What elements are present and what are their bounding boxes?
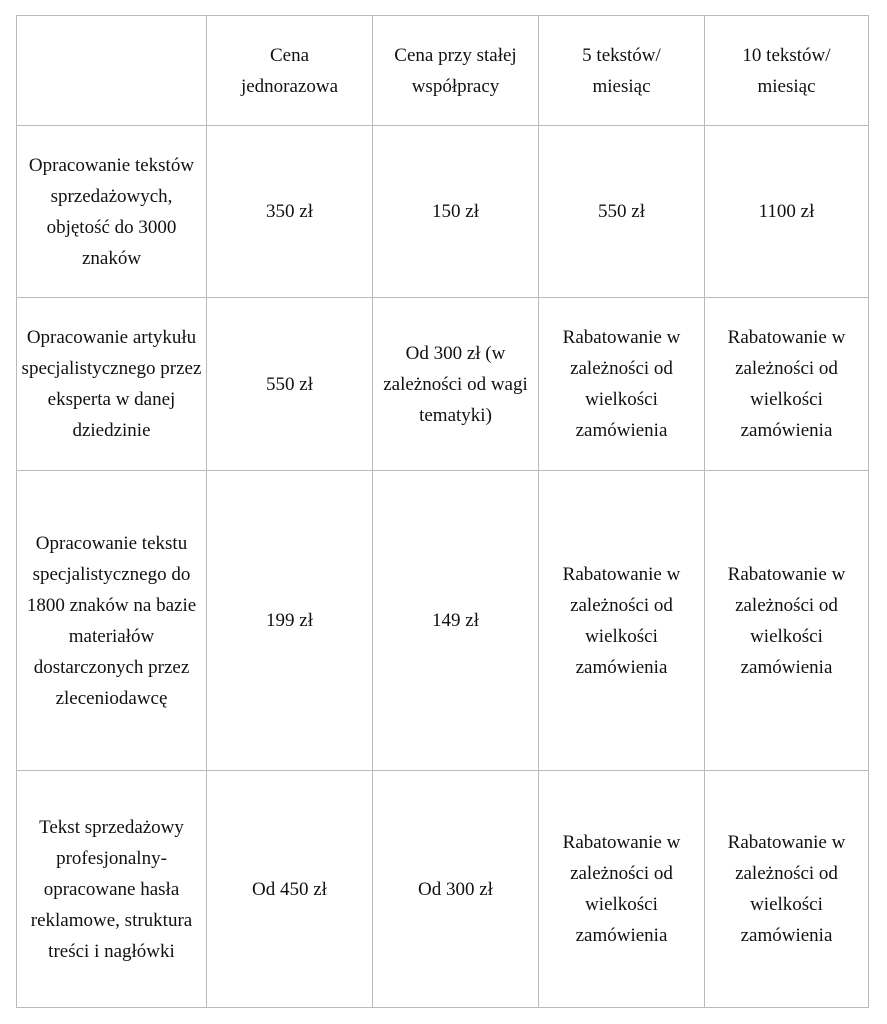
one-time-price-cell: Od 450 zł — [207, 771, 373, 1008]
one-time-price-cell: 199 zł — [207, 471, 373, 771]
header-permanent-cooperation-price: Cena przy stałej współpracy — [373, 16, 539, 126]
header-one-time-price: Cena jednorazowa — [207, 16, 373, 126]
header-row — [17, 16, 869, 126]
ten-texts-price-cell: Rabatowanie w zależności od wielkości zamówienia — [705, 298, 869, 471]
service-name-cell: Opracowanie artykułu specjalistycznego przez eksperta w danej dziedzinie — [17, 298, 207, 471]
service-name-cell: Tekst sprzedażowy profesjonalny-opracowane hasła reklamowe, struktura treści i nagłówki — [17, 771, 207, 1008]
header-empty-cell — [17, 16, 207, 126]
price-table — [16, 15, 869, 1008]
five-texts-price-cell: Rabatowanie w zależności od wielkości zamówienia — [539, 471, 705, 771]
permanent-price-cell: 149 zł — [373, 471, 539, 771]
service-name-cell: Opracowanie tekstów sprzedażowych, objętość do 3000 znaków — [17, 126, 207, 298]
five-texts-price-cell: 550 zł — [539, 126, 705, 298]
permanent-price-cell: Od 300 zł — [373, 771, 539, 1008]
table-row — [17, 471, 869, 771]
five-texts-price-cell: Rabatowanie w zależności od wielkości zamówienia — [539, 298, 705, 471]
ten-texts-price-cell: Rabatowanie w zależności od wielkości zamówienia — [705, 471, 869, 771]
table-row — [17, 771, 869, 1008]
service-name-cell: Opracowanie tekstu specjalistycznego do 1800 znaków na bazie materiałów dostarczonych przez zleceniodawcę — [17, 471, 207, 771]
five-texts-price-cell: Rabatowanie w zależności od wielkości zamówienia — [539, 771, 705, 1008]
table-row — [17, 298, 869, 471]
one-time-price-cell: 350 zł — [207, 126, 373, 298]
header-ten-texts-month: 10 tekstów/ miesiąc — [705, 16, 869, 126]
one-time-price-cell: 550 zł — [207, 298, 373, 471]
permanent-price-cell: Od 300 zł (w zależności od wagi tematyki) — [373, 298, 539, 471]
table-row — [17, 126, 869, 298]
ten-texts-price-cell: Rabatowanie w zależności od wielkości zamówienia — [705, 771, 869, 1008]
ten-texts-price-cell: 1100 zł — [705, 126, 869, 298]
permanent-price-cell: 150 zł — [373, 126, 539, 298]
header-five-texts-month: 5 tekstów/ miesiąc — [539, 16, 705, 126]
